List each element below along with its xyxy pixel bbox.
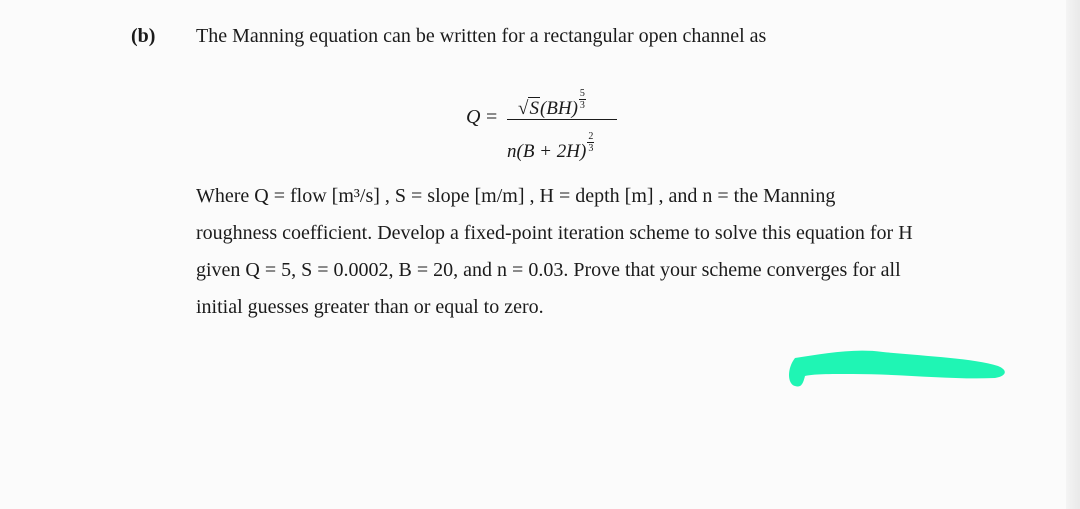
paragraph-line-3: given Q = 5, S = 0.0002, B = 20, and n = 0.03. Prove that your scheme converges for all	[196, 259, 901, 281]
numerator-exp-bottom: 3	[579, 100, 585, 111]
fraction-bar	[507, 119, 617, 120]
denominator-exponent	[587, 131, 594, 154]
question-intro: The Manning equation can be written for a rectangular open channel as	[196, 25, 767, 47]
numerator-exponent	[579, 88, 586, 111]
scribble-stroke	[789, 351, 1005, 387]
sqrt-radicand: S	[529, 98, 539, 119]
question-label: (b)	[131, 25, 156, 47]
highlighter-scribble	[783, 336, 1013, 396]
numerator-exp-top: 5	[579, 88, 585, 99]
paragraph-line-4: initial guesses greater than or equal to zero.	[196, 296, 544, 318]
denominator-exp-bottom: 3	[588, 143, 594, 154]
page-edge	[1066, 0, 1080, 509]
equation-equals: =	[486, 106, 498, 128]
manning-equation	[466, 78, 636, 162]
equation-denominator	[507, 131, 594, 163]
denominator-base: n(B + 2H)	[507, 141, 587, 162]
equation-lhs: Q	[466, 106, 481, 128]
equation-numerator	[518, 88, 586, 120]
paragraph-line-1: Where Q = flow [m³/s] , S = slope [m/m] , H = depth [m] , and n = the Manning	[196, 185, 836, 207]
paragraph-line-2: roughness coefficient. Develop a fixed-point iteration scheme to solve this equation for H	[196, 222, 913, 244]
denominator-exp-top: 2	[588, 131, 594, 142]
sqrt-symbol: √	[518, 98, 529, 119]
numerator-base: (BH)	[539, 98, 578, 119]
